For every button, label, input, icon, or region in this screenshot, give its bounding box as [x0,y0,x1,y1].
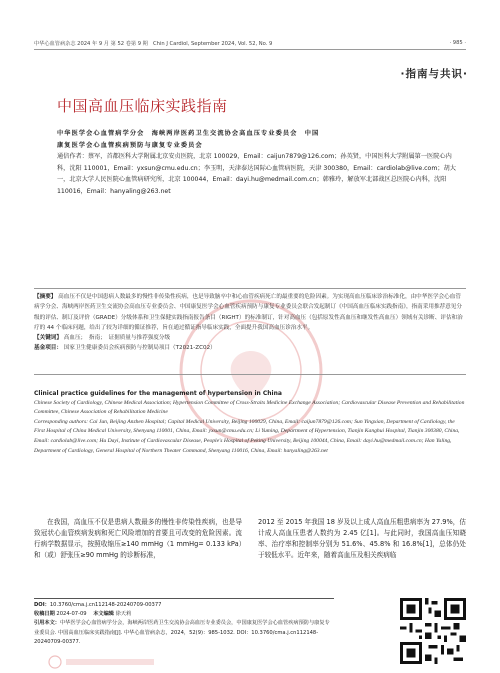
author-organizations-line-2: 康复医学会心血管疾病预防与康复专业委员会 [57,141,203,149]
header-divider [34,49,466,50]
abstract-text: 高血压不仅是中国患病人数最多的慢性非传染性疾病，也是导致脑卒中和心血管疾病死亡的最重要的危险因素。为实现高血压临床诊治标准化，由中华医学会心血管病学分会、海峡两岸医药卫生交流协会高血压专业委员会、中国康复医学会心血管疾病预防与康复专业委员会联合发起制订《中国高血压临床实践指南》，指南采用推荐意见分级的评估、制订及评价（GRADE）分级体系和卫生保健实践指南报告条目（RIGHT）的标准制订，针对高血压（包括原发性高血压和继发性高血压）领域有关诊断、评估和治疗的 44 个临床问题，给出了较为详细的循证推荐，旨在通过循证指导临床实践，全面提升我国高血压诊治水平。 [34,294,463,331]
received-date: 2024-07-09 [56,611,87,618]
abstract-bottom-rule [34,374,466,375]
abstract-label: 【摘要】 [34,294,57,300]
running-header [34,40,466,47]
author-block [57,128,457,197]
funding-text: 国家卫生健康委员会疾病预防与控制局项目（T2021-ZC02） [63,345,216,352]
english-organizations: Chinese Society of Cardiology, Chinese Medical Association; Hypertension Committee of Cross-Straits Medicine Exchange Association; Cardiovascular Disease Prevention and Rehabilitation Committee, Chinese Association of Rehabilitation Medicine [34,399,465,416]
qr-code-icon[interactable] [400,598,466,664]
english-title: Clinical practice guidelines for the management of hypertension in China [34,390,282,397]
article-footnotes [34,598,334,647]
english-corresponding-authors: Corresponding authors: Cai Jun, Beijing Anzhen Hospital; Capital Medical University, Beijing 100029, China, Email: caijun7879@126.com; Sun Yingxian, Department of Cardiology, the First Hospital of China Medical University, Shenyang 110001, China, Email: yxsun@cmu.edu.cn; Li Yuming, Department of Hypertension, Tianjin Kanghui Hospital, Tianjin 300380, China, Email: cardiolab@live.com; Hu Dayi, Institute of Cardiovascular Disease, People's Hospital of Peking University, Beijing 100044, China, Email: dayi.hu@medmail.com.cn; Han Yaling, Department of Cardiology, General Hospital of Northern Theater Command, Shenyang 110016, China, Email: hanyaling@263.net [34,418,460,454]
funding-line [34,343,466,353]
keywords-text: 高血压； 指南； 证据质量与推荐强度分级 [63,335,171,342]
author-organizations-line-1: 中华医学会心血管病学分会 海峡两岸医药卫生交流协会高血压专业委员会 中国 [57,130,320,137]
received-label: 收稿日期 [34,611,55,618]
editor-name: 徐天莉 [115,611,132,618]
doi-line [34,601,334,610]
citation-line [34,619,334,647]
funding-label: 基金项目： [34,345,62,352]
running-header-page: · 985 · [449,40,466,46]
corresponding-authors: 通信作者：蔡军，首都医科大学附属北京安贞医院，北京 100029，Email：caijun7879@126.com；孙英贤，中国医科大学附属第一医院心内科，沈阳 110001，Email：yxsun@cmu.edu.cn；李玉明，天津泰达国际心血管病医院，天津 300380，Email：cardiolab@live.com；胡大一，北京大学人民医院心血管病研究所，北京 100044，Email：dayi.hu@medmail.com.cn；韩雅玲，解放军北部战区总医院心内科，沈阳 110016，Email：hanyaling@263.net [57,153,456,195]
chinese-abstract [34,292,466,354]
publisher-logo-watermark [48,655,158,669]
column-label: ·指南与共识· [400,68,468,80]
running-header-journal: 中华心血管病杂志 2024 年 9 月 第 52 卷第 9 期 Chin J Cardiol, September 2024, Vol. 52, No. 9 [34,41,273,47]
received-editor-line [34,610,334,619]
abstract-top-rule [34,288,466,289]
keywords-line [34,333,466,343]
abstract-paragraph [34,292,466,333]
article-title: 中国高血压临床实践指南 [57,97,228,115]
keywords-label: 【关键词】 [34,335,62,342]
citation-text: 中华医学会心血管病学分会，海峡两岸医药卫生交流协会高血压专业委员会，中国康复医学会心血管疾病预防与康复专业委员会. 中国高血压临床实践指南[J]. 中华心血管病杂志，2024，52(9)：985-1032. DOI：10.3760/cma.j.cn112148-20240709-00377. [34,620,330,645]
doi-label: DOI： [34,602,50,608]
english-abstract [34,389,466,456]
body-text-right-column: 2012 至 2015 年我国 18 岁及以上成人高血压粗患病率为 27.9%，估计成人高血压患者人数约为 2.45 亿[1]。与此同时，我国高血压知晓率、治疗率和控制率分别为 51.6%、45.8% 和 16.8%[1]，总体仍处于较低水平。近年来，随着高血压及相关疾病临 [258,518,466,559]
body-text-left-column: 在我国，高血压不仅是患病人数最多的慢性非传染性疾病，也是导致冠状心血管疾病发病和死亡风险增加的首要且可改变的危险因素。流行病学数据显示，按照收缩压≥140 mmHg（1 mmHg= 0.133 kPa）和（或）舒张压≥90 mmHg 的诊断标准， [34,518,242,559]
doi-link[interactable]: 10.3760/cma.j.cn112148-20240709-00377 [49,602,162,608]
citation-label: 引用本文： [34,620,60,627]
editor-label: 本文编辑 [93,611,114,618]
